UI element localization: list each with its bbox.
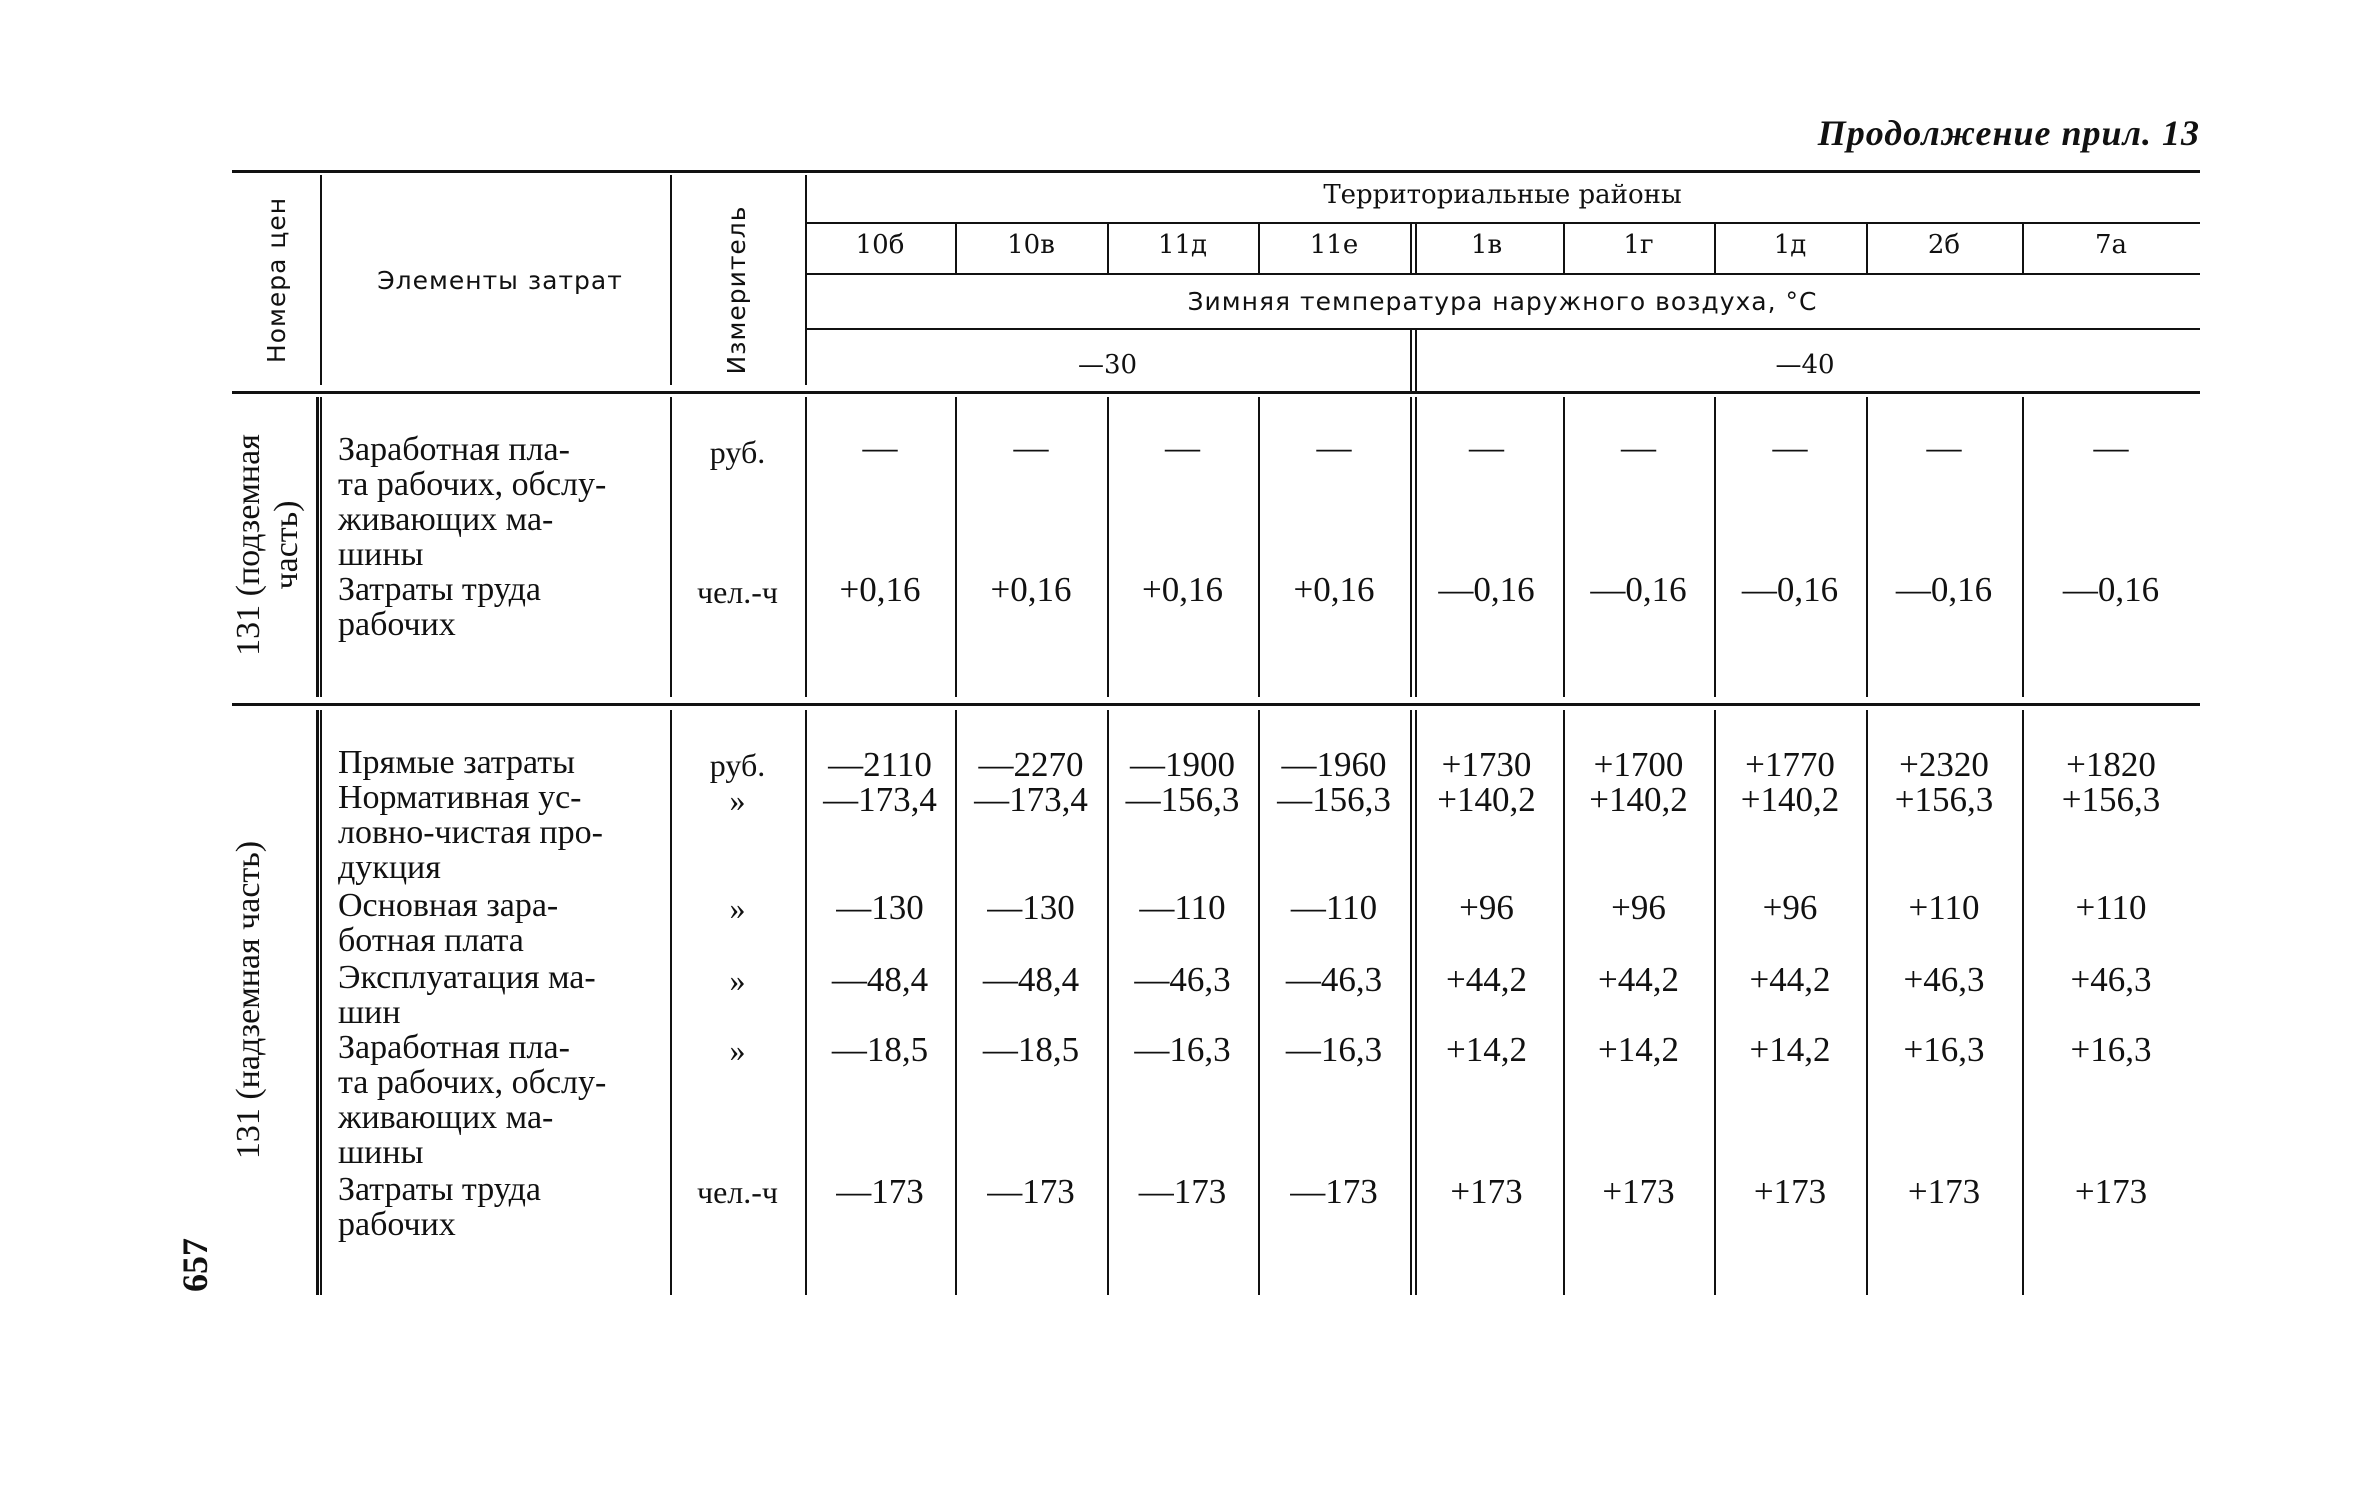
header-territorial-regions: Территориальные районы xyxy=(1323,180,1682,210)
cost-element-line: ловно-чистая про- xyxy=(338,814,603,851)
value-cell: — xyxy=(1469,428,1504,467)
header-cost-elements: Элементы затрат xyxy=(377,266,623,295)
unit-cell: » xyxy=(729,782,746,818)
column-rule xyxy=(670,175,672,385)
section-title: 131 (надземная часть) xyxy=(230,840,267,1160)
value-cell: —0,16 xyxy=(1438,570,1535,609)
value-cell: —173,4 xyxy=(823,780,937,819)
cost-element-label xyxy=(338,745,654,780)
value-cell: —48,4 xyxy=(831,960,929,999)
value-cell: +0,16 xyxy=(839,570,921,609)
cost-element-line: Затраты труда xyxy=(338,1171,542,1208)
value-cell: —173 xyxy=(1138,1172,1227,1211)
district-header: 1д xyxy=(1773,230,1807,260)
value-cell: +173 xyxy=(1907,1172,1981,1211)
district-header: 2б xyxy=(1927,230,1961,260)
cost-element-line: ботная плата xyxy=(338,922,524,959)
value-cell: —173 xyxy=(1290,1172,1378,1211)
value-cell: —1900 xyxy=(1130,745,1235,784)
value-cell: —48,4 xyxy=(982,960,1080,999)
table-top-rule xyxy=(232,170,2200,173)
cost-element-line: дукция xyxy=(338,849,441,886)
value-cell: +173 xyxy=(1602,1172,1675,1211)
cost-element-line: рабочих xyxy=(338,1206,456,1243)
cost-element-line: шины xyxy=(338,1134,424,1171)
value-cell: +46,3 xyxy=(2070,960,2152,999)
value-cell: +140,2 xyxy=(1437,780,1536,819)
value-cell: —110 xyxy=(1290,888,1378,927)
value-cell: +1770 xyxy=(1745,745,1835,784)
value-cell: +156,3 xyxy=(1894,780,1994,819)
cost-element-line: та рабочих, обслу- xyxy=(338,466,607,503)
value-cell: +1820 xyxy=(2066,745,2156,784)
column-rule xyxy=(320,175,322,385)
value-cell: — xyxy=(2093,428,2129,467)
value-cell: —2110 xyxy=(828,745,932,784)
value-cell: —0,16 xyxy=(1895,570,1993,609)
cost-element-line: Прямые затраты xyxy=(338,744,575,781)
cost-element-line: шины xyxy=(338,536,424,573)
header-price-numbers: Номера цен xyxy=(262,196,291,364)
value-cell: +173 xyxy=(2074,1172,2148,1211)
district-header: 7а xyxy=(2094,230,2128,260)
district-header: 11д xyxy=(1157,230,1208,260)
value-cell: —2270 xyxy=(978,745,1084,784)
page-number: 657 xyxy=(175,1238,215,1292)
value-cell: — xyxy=(862,428,898,467)
cost-element-label xyxy=(338,432,654,572)
value-cell: —1960 xyxy=(1281,745,1387,784)
cost-element-line: шин xyxy=(338,994,401,1031)
cost-element-line: живающих ма- xyxy=(338,501,554,538)
value-cell: —46,3 xyxy=(1285,960,1383,999)
page-caption: Продолжение прил. 13 xyxy=(1817,113,2200,153)
cost-element-line: рабочих xyxy=(338,606,456,643)
header-bottom-rule xyxy=(232,391,2200,394)
value-cell: +44,2 xyxy=(1749,960,1831,999)
district-header: 1в xyxy=(1470,230,1503,260)
section-bracket-rule xyxy=(316,397,319,697)
cost-element-label xyxy=(338,1030,654,1170)
district-header: 11е xyxy=(1309,230,1359,260)
value-cell: —0,16 xyxy=(1741,570,1839,609)
value-cell: +1700 xyxy=(1593,745,1684,784)
cost-element-label xyxy=(338,888,654,958)
header-winter-temperature: Зимняя температура наружного воздуха, °С xyxy=(1187,287,1818,316)
value-cell: +96 xyxy=(1459,888,1514,927)
cost-element-line: Заработная пла- xyxy=(338,1029,570,1066)
value-cell: +1730 xyxy=(1441,745,1532,784)
value-cell: +46,3 xyxy=(1903,960,1985,999)
header-measure: Измеритель xyxy=(722,205,751,375)
unit-cell: руб. xyxy=(709,747,766,783)
value-cell: — xyxy=(1165,428,1200,467)
header-rule xyxy=(805,328,2200,330)
value-cell: +96 xyxy=(1611,888,1666,927)
value-cell: — xyxy=(1013,428,1049,467)
value-cell: +14,2 xyxy=(1446,1030,1527,1069)
section-bracket-rule xyxy=(316,710,319,1295)
district-header: 10б xyxy=(855,230,905,260)
cost-element-line: Нормативная ус- xyxy=(338,779,582,816)
value-cell: —18,5 xyxy=(982,1030,1080,1069)
value-cell: +110 xyxy=(1908,888,1980,927)
value-cell: +0,16 xyxy=(990,570,1072,609)
value-cell: — xyxy=(1621,428,1656,467)
value-cell: —16,3 xyxy=(1134,1030,1231,1069)
value-cell: +2320 xyxy=(1899,745,1989,784)
cost-element-label xyxy=(338,572,654,642)
value-cell: —156,3 xyxy=(1125,780,1240,819)
value-cell: —173,4 xyxy=(974,780,1088,819)
unit-cell: » xyxy=(729,962,746,998)
value-cell: +0,16 xyxy=(1142,570,1223,609)
value-cell: +140,2 xyxy=(1740,780,1840,819)
value-cell: +110 xyxy=(2075,888,2147,927)
value-cell: +173 xyxy=(1753,1172,1827,1211)
value-cell: —130 xyxy=(987,888,1075,927)
value-cell: +44,2 xyxy=(1598,960,1679,999)
cost-element-line: та рабочих, обслу- xyxy=(338,1064,607,1101)
cost-element-label xyxy=(338,960,654,1030)
column-rule xyxy=(320,397,322,697)
value-cell: — xyxy=(1772,428,1808,467)
value-cell: +140,2 xyxy=(1589,780,1688,819)
value-cell: —16,3 xyxy=(1285,1030,1383,1069)
value-cell: +156,3 xyxy=(2061,780,2161,819)
value-cell: +16,3 xyxy=(2070,1030,2152,1069)
value-cell: —173 xyxy=(836,1172,924,1211)
temp-group-minus30: —30 xyxy=(1077,350,1138,380)
value-cell: +96 xyxy=(1762,888,1818,927)
value-cell: +16,3 xyxy=(1903,1030,1985,1069)
cost-element-label xyxy=(338,780,654,885)
value-cell: +14,2 xyxy=(1598,1030,1679,1069)
cost-element-line: Заработная пла- xyxy=(338,431,570,468)
cost-element-line: Затраты труда xyxy=(338,571,542,608)
district-header: 10в xyxy=(1007,230,1055,260)
value-cell: — xyxy=(1316,428,1352,467)
value-cell: — xyxy=(1926,428,1962,467)
cost-element-line: живающих ма- xyxy=(338,1099,554,1136)
value-cell: —0,16 xyxy=(1590,570,1687,609)
value-cell: —110 xyxy=(1139,888,1226,927)
value-cell: +0,16 xyxy=(1293,570,1375,609)
unit-cell: чел.-ч xyxy=(696,574,778,610)
header-rule xyxy=(805,273,2200,275)
unit-cell: руб. xyxy=(709,434,766,470)
unit-cell: » xyxy=(729,890,746,926)
value-cell: —46,3 xyxy=(1134,960,1231,999)
unit-cell: » xyxy=(729,1032,746,1068)
cost-element-label xyxy=(338,1172,654,1242)
temp-group-minus40: —40 xyxy=(1775,350,1835,380)
value-cell: +173 xyxy=(1450,1172,1523,1211)
cost-element-line: Эксплуатация ма- xyxy=(338,959,596,996)
value-cell: +14,2 xyxy=(1749,1030,1831,1069)
section-title: 131 (подземная часть) xyxy=(230,434,305,656)
value-cell: —156,3 xyxy=(1277,780,1391,819)
value-cell: +44,2 xyxy=(1446,960,1527,999)
value-cell: —18,5 xyxy=(831,1030,929,1069)
value-cell: —173 xyxy=(987,1172,1075,1211)
district-header: 1г xyxy=(1623,230,1654,260)
unit-cell: чел.-ч xyxy=(696,1174,778,1210)
cost-element-line: Основная зара- xyxy=(338,887,559,924)
header-rule xyxy=(805,222,2200,224)
column-rule xyxy=(320,710,322,1295)
section-divider-rule xyxy=(232,703,2200,706)
value-cell: —0,16 xyxy=(2062,570,2160,609)
value-cell: —130 xyxy=(836,888,924,927)
